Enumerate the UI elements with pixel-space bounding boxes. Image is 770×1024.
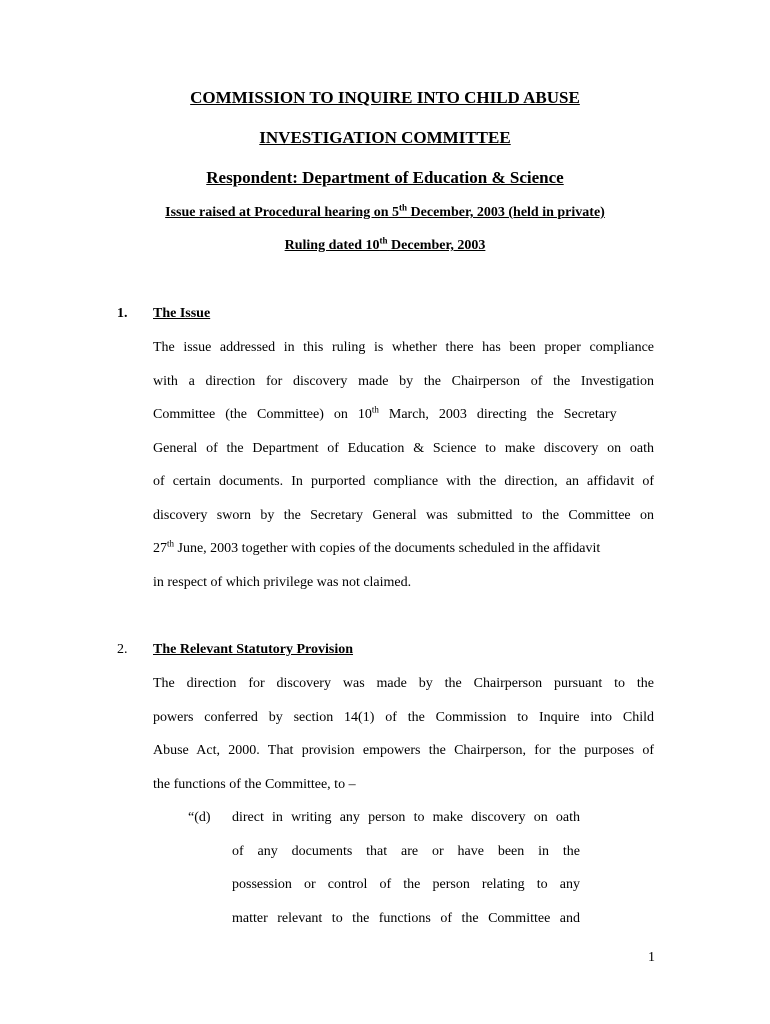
- quote-line: of any documents that are or have been in the: [232, 844, 580, 859]
- section-1-line: [153, 538, 654, 557]
- issue-line-superscript: th: [399, 202, 408, 213]
- section-2-heading: The Relevant Statutory Provision: [153, 642, 354, 657]
- quote-line: direct in writing any person to make discovery on oath: [232, 810, 580, 825]
- section-1-line-part: June, 2003 together with copies of the documents scheduled in the affidavit: [174, 541, 601, 556]
- section-1-line-part: Committee (the Committee) on 10: [153, 407, 372, 422]
- document-title: COMMISSION TO INQUIRE INTO CHILD ABUSE: [190, 88, 580, 107]
- section-1-line: General of the Department of Education & Science to make discovery on oath: [153, 441, 654, 456]
- section-2-line: the functions of the Committee, to –: [153, 777, 356, 792]
- section-1-number: 1.: [117, 306, 128, 321]
- section-1-line: discovery sworn by the Secretary General was submitted to the Committee on: [153, 508, 654, 523]
- ruling-line-text: Ruling dated 10: [284, 238, 380, 253]
- section-2-number: 2.: [117, 642, 128, 657]
- respondent-heading: Respondent: Department of Education & Science: [206, 168, 564, 187]
- section-1-heading: The Issue: [153, 306, 211, 321]
- section-1-line-part: 27: [153, 541, 167, 556]
- quote-line: possession or control of the person relating to any: [232, 877, 580, 892]
- section-1-superscript: th: [167, 538, 175, 549]
- section-1-superscript: th: [371, 404, 379, 415]
- section-2-line: The direction for discovery was made by the Chairperson pursuant to the: [153, 676, 654, 691]
- section-2-line: powers conferred by section 14(1) of the Commission to Inquire into Child: [153, 710, 654, 725]
- section-1-line-part: March, 2003 directing the Secretary: [378, 407, 617, 422]
- ruling-line-text-end: December, 2003: [387, 238, 486, 253]
- section-1-line: of certain documents. In purported compliance with the direction, an affidavit of: [153, 474, 654, 489]
- page-number: 1: [648, 950, 655, 965]
- ruling-date-line: [0, 235, 770, 254]
- issue-line-text-end: December, 2003 (held in private): [407, 205, 605, 220]
- section-1-line: with a direction for discovery made by the Chairperson of the Investigation: [153, 374, 654, 389]
- section-1-line: in respect of which privilege was not claimed.: [153, 575, 412, 590]
- ruling-line-superscript: th: [379, 235, 388, 246]
- quote-line: matter relevant to the functions of the Committee and: [232, 911, 580, 926]
- issue-line-text: Issue raised at Procedural hearing on 5: [165, 205, 400, 220]
- issue-raised-line: [0, 202, 770, 221]
- section-1-line: [153, 404, 654, 423]
- section-1-line: The issue addressed in this ruling is whether there has been proper compliance: [153, 340, 654, 355]
- document-subtitle: INVESTIGATION COMMITTEE: [259, 128, 511, 147]
- section-2-line: Abuse Act, 2000. That provision empowers the Chairperson, for the purposes of: [153, 743, 654, 758]
- quote-label: “(d): [188, 810, 211, 825]
